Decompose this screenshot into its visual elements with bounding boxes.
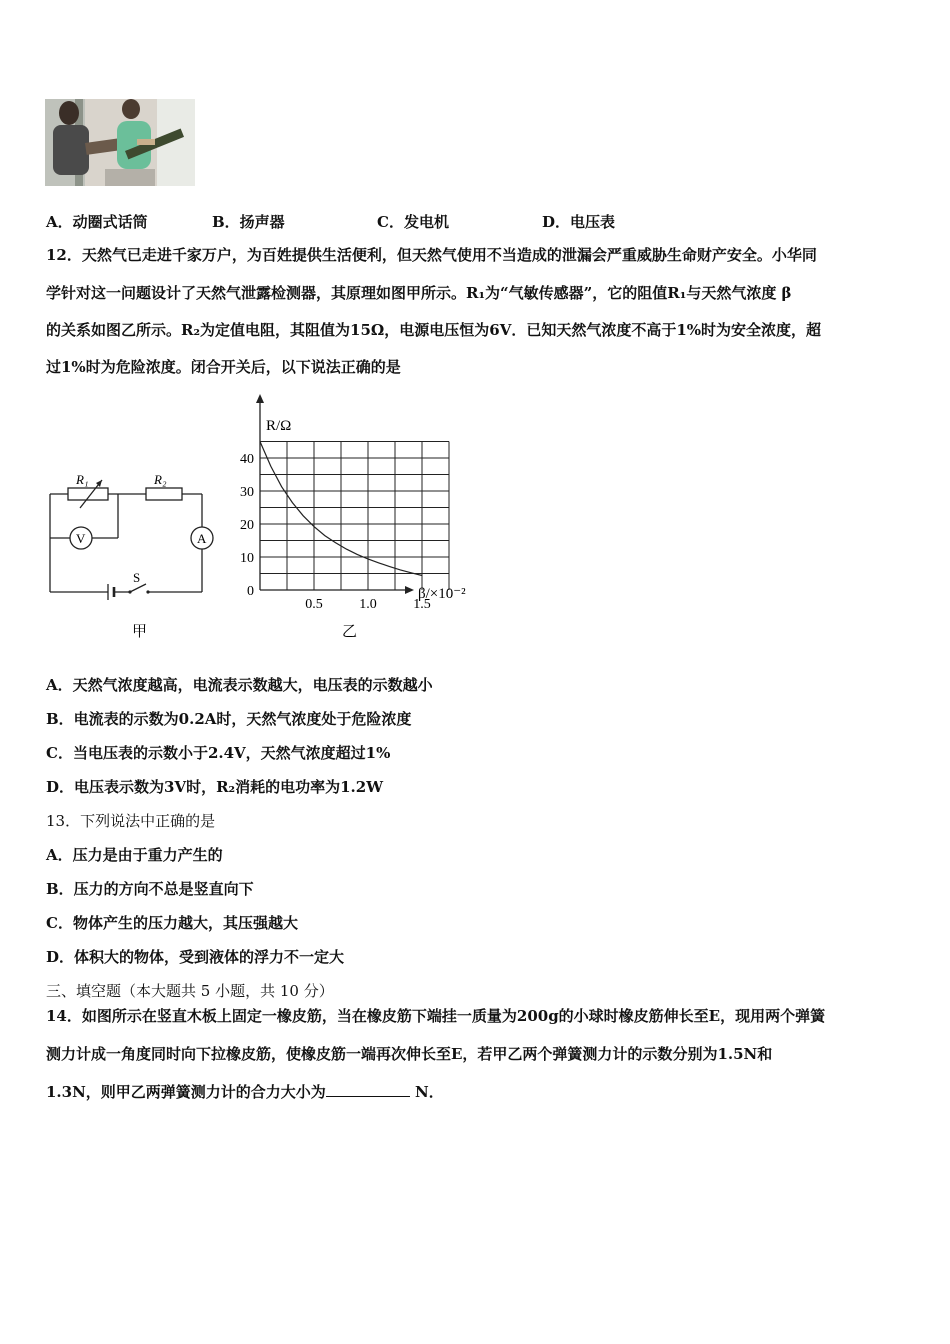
r2-label: R₂ xyxy=(154,472,167,487)
section-3-heading: 三、填空题（本大题共 5 小题，共 10 分） xyxy=(46,982,334,1000)
q11-option-a: A．动圈式话筒 xyxy=(46,213,148,231)
y-tick-label: 30 xyxy=(240,485,254,500)
q11-option-c: C．发电机 xyxy=(377,213,449,231)
voltmeter-label: V xyxy=(76,531,86,546)
q12-stem-line-2: 学针对这一问题设计了天然气泄露检测器，其原理如图甲所示。R₁为“气敏传感器”，它的阻值R₁与天然气浓度 β xyxy=(46,284,792,302)
y-tick-label: 10 xyxy=(240,551,254,566)
q12-option-c: C．当电压表的示数小于2.4V，天然气浓度超过1% xyxy=(46,744,391,762)
y-axis-label: R/Ω xyxy=(266,418,292,434)
r2-resistor xyxy=(146,488,182,500)
circuit-diagram xyxy=(40,466,220,646)
q11-photo xyxy=(45,99,195,186)
q13-option-a: A．压力是由于重力产生的 xyxy=(46,846,223,864)
q12-stem-line-3: 的关系如图乙所示。R₂为定值电阻，其阻值为15Ω，电源电压恒为6V．已知天然气浓度不高于1%时为安全浓度，超 xyxy=(46,321,822,339)
q14-line-1: 14．如图所示在竖直木板上固定一橡皮筋，当在橡皮筋下端挂一质量为200g的小球时橡皮筋伸长至E，现用两个弹簧 xyxy=(46,1007,826,1025)
q14-line-3 xyxy=(46,1082,444,1102)
y-tick-label: 0 xyxy=(247,584,254,599)
switch-symbol xyxy=(130,584,146,592)
circuit-caption: 甲 xyxy=(132,624,148,640)
q12-option-b: B．电流表的示数为0.2A时，天然气浓度处于危险浓度 xyxy=(46,710,412,728)
q14-line-3-suffix: N． xyxy=(409,1083,444,1101)
x-tick-label: 0.5 xyxy=(305,597,323,612)
resistance-concentration-chart xyxy=(228,392,488,644)
q13-stem: 13．下列说法中正确的是 xyxy=(46,812,216,830)
q14-line-3-prefix: 1.3N，则甲乙两弹簧测力计的合力大小为 xyxy=(46,1083,326,1101)
answer-blank[interactable] xyxy=(326,1082,410,1097)
chart-caption: 乙 xyxy=(342,624,358,640)
q12-stem-line-4: 过1%时为危险浓度。闭合开关后，以下说法正确的是 xyxy=(46,358,401,376)
y-tick-label: 40 xyxy=(240,452,254,467)
ammeter-label: A xyxy=(197,531,207,546)
q12-stem-line-1: 12．天然气已走进千家万户，为百姓提供生活便利，但天然气使用不当造成的泄漏会严重威胁生命财产安全。小华同 xyxy=(46,246,817,264)
q12-option-d: D．电压表示数为3V时，R₂消耗的电功率为1.2W xyxy=(46,778,384,796)
q13-option-c: C．物体产生的压力越大，其压强越大 xyxy=(46,914,298,932)
q11-option-d: D．电压表 xyxy=(542,213,616,231)
q14-line-2: 测力计成一角度同时向下拉橡皮筋，使橡皮筋一端再次伸长至E，若甲乙两个弹簧测力计的示数分别为1.5N和 xyxy=(46,1045,773,1063)
q11-option-b: B．扬声器 xyxy=(212,213,285,231)
q13-option-d: D．体积大的物体，受到液体的浮力不一定大 xyxy=(46,948,345,966)
x-axis-arrow xyxy=(405,586,414,594)
q13-option-b: B．压力的方向不总是竖直向下 xyxy=(46,880,254,898)
x-tick-label: 1.0 xyxy=(359,597,377,612)
r1-label: R₁ xyxy=(76,472,89,487)
q12-option-a: A．天然气浓度越高，电流表示数越大，电压表的示数越小 xyxy=(46,676,433,694)
switch-label: S xyxy=(133,570,141,585)
x-tick-label: 1.5 xyxy=(413,597,431,612)
x-axis-label: β/×10⁻² xyxy=(418,586,466,602)
y-axis-arrow xyxy=(256,394,264,403)
y-tick-label: 20 xyxy=(240,518,254,533)
